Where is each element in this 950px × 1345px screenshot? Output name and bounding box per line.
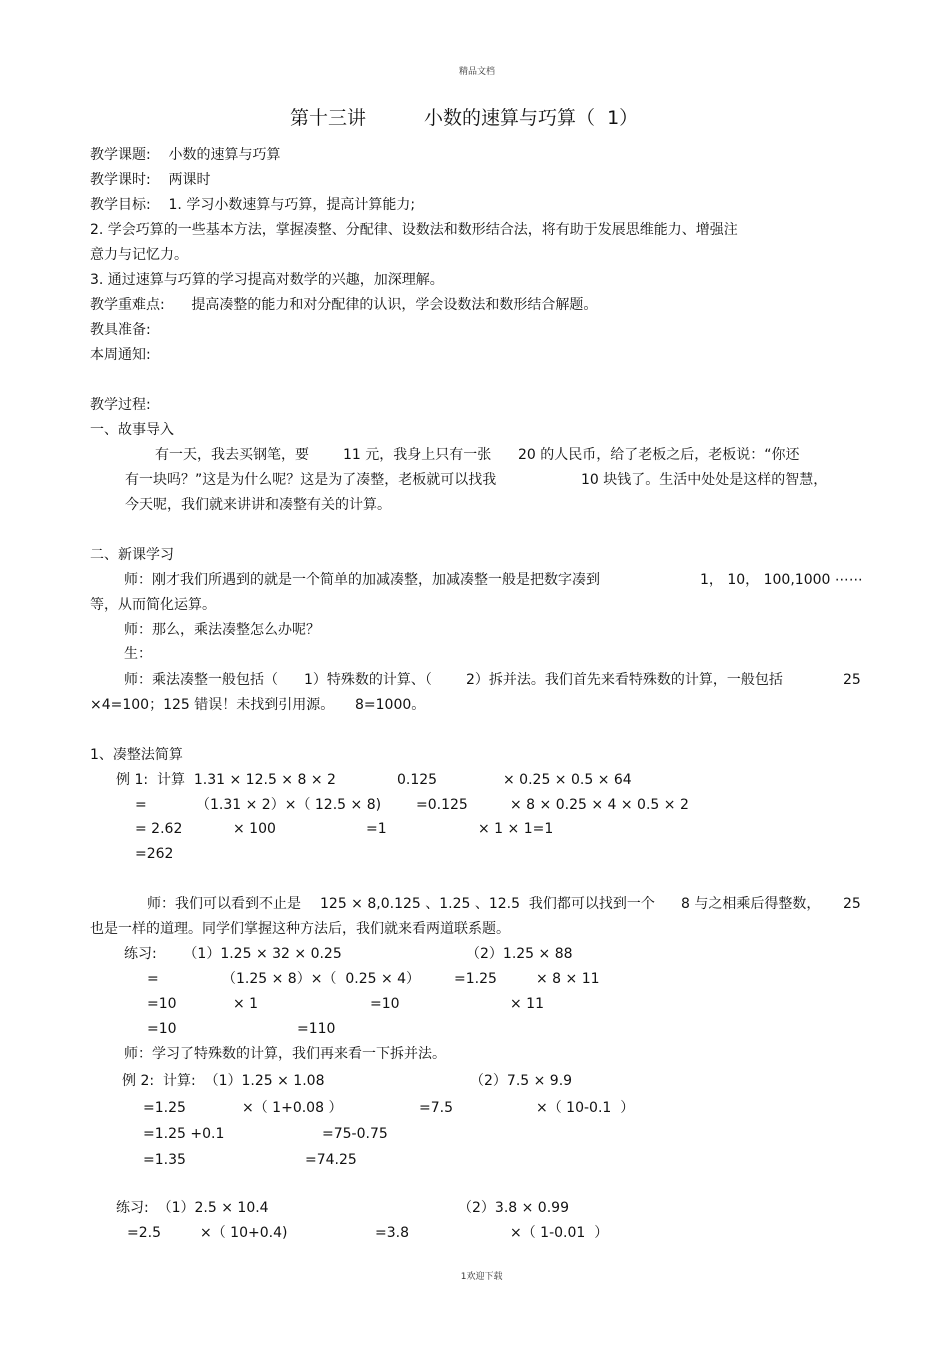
example-2-problem-b: （2）7.5 × 9.9 <box>470 1073 573 1089</box>
teacher-line-3c: 2）拆并法。我们首先来看特殊数的计算，一般包括 <box>466 672 783 688</box>
story-line-1b: 11 元，我身上只有一张 <box>343 447 492 463</box>
example-1-step1-a: = <box>135 797 147 813</box>
story-line-1a: 有一天，我去买钢笔，要 <box>155 447 309 463</box>
teacher-line-1a: 师：刚才我们所遇到的就是一个简单的加减凑整，加减凑整一般是把数字凑到 <box>124 572 600 588</box>
student-line: 生： <box>124 646 152 662</box>
example-2-step2-b: =75-0.75 <box>322 1126 388 1142</box>
example-1-step2-d: × 1 × 1=1 <box>478 821 554 837</box>
practice-1-step1-c: =1.25 <box>454 971 497 987</box>
teacher-line-3-cont-b: 8=1000。 <box>355 697 426 713</box>
example-1-step1-c: =0.125 <box>416 797 468 813</box>
course-hours: 教学课时: 两课时 <box>90 172 211 188</box>
example-2-result-a: =1.35 <box>143 1152 186 1168</box>
practice-1-problem-a: 练习: （1）1.25 × 32 × 0.25 <box>124 946 342 962</box>
practice-1-step2-b: × 1 <box>233 996 259 1012</box>
example-2-step1-d: ×（ 10-0.1 ） <box>536 1100 635 1116</box>
course-topic: 教学课题: 小数的速算与巧算 <box>90 147 281 163</box>
example-1-problem-c: × 0.25 × 0.5 × 64 <box>503 772 632 788</box>
practice-2-step1-a: =2.5 <box>127 1225 161 1241</box>
teacher-line-4d: 25 <box>843 896 861 912</box>
practice-1-result-b: =110 <box>297 1021 336 1037</box>
teacher-line-3b: 1）特殊数的计算、（ <box>304 672 432 688</box>
teacher-line-3a: 师：乘法凑整一般包括（ <box>124 672 278 688</box>
lesson-title: 小数的速算与巧算（ 1） <box>424 107 639 129</box>
teacher-line-5: 师：学习了特殊数的计算，我们再来看一下拆并法。 <box>124 1046 446 1062</box>
example-2-problem-a: 例 2: 计算: （1）1.25 × 1.08 <box>122 1073 325 1089</box>
footer <box>455 1261 502 1283</box>
example-1-problem-a: 例 1: 计算 1.31 × 12.5 × 8 × 2 <box>116 772 336 788</box>
objective-3: 3. 通过速算与巧算的学习提高对数学的兴趣，加深理解。 <box>90 272 444 288</box>
example-2-step2-a: =1.25 +0.1 <box>143 1126 225 1142</box>
objective-1: 教学目标: 1. 学习小数速算与巧算，提高计算能力; <box>90 197 416 213</box>
page-number: 1 <box>460 1272 467 1282</box>
teacher-line-4b: 125 × 8,0.125 、1.25 、12.5 我们都可以找到一个 <box>320 896 655 912</box>
subsection-heading: 1、凑整法简算 <box>90 747 183 763</box>
example-1-step1-d: × 8 × 0.25 × 4 × 0.5 × 2 <box>510 797 689 813</box>
story-line-1c: 20 的人民币，给了老板之后，老板说：“你还 <box>518 447 800 463</box>
lesson-number: 第十三讲 <box>290 107 367 129</box>
teacher-line-3-cont-a: ×4=100；125 错误！未找到引用源。 <box>90 697 335 713</box>
practice-1-step1-b: （1.25 × 8）×（ 0.25 × 4） <box>222 971 421 987</box>
example-2-step1-b: ×（ 1+0.08 ） <box>242 1100 343 1116</box>
practice-1-step2-c: =10 <box>370 996 400 1012</box>
practice-1-step1-a: = <box>147 971 159 987</box>
teacher-line-4a: 师：我们可以看到不止是 <box>147 896 301 912</box>
practice-1-step2-d: × 11 <box>510 996 544 1012</box>
process-heading: 教学过程: <box>90 397 151 413</box>
practice-1-result-a: =10 <box>147 1021 177 1037</box>
example-1-step1-b: （1.31 × 2）×（ 12.5 × 8) <box>196 797 382 813</box>
page-header: 精品文档 <box>459 67 496 77</box>
example-1-step2-a: = 2.62 <box>135 821 183 837</box>
example-2-result-b: =74.25 <box>305 1152 357 1168</box>
practice-1-step1-d: × 8 × 11 <box>536 971 600 987</box>
objective-2: 2. 学会巧算的一些基本方法，掌握凑整、分配律、设数法和数形结合法，将有助于发展思维能力、增强注 <box>90 222 738 238</box>
teacher-line-2: 师：那么，乘法凑整怎么办呢？ <box>124 622 320 638</box>
story-line-2b: 10 块钱了。生活中处处是这样的智慧， <box>581 472 828 488</box>
story-line-2a: 有一块吗？”这是为什么呢？这是为了凑整，老板就可以找我 <box>125 472 497 488</box>
footer-text: 欢迎下载 <box>466 1272 503 1282</box>
section-1-heading: 一、故事导入 <box>90 422 174 438</box>
weekly-notice: 本周通知: <box>90 347 151 363</box>
key-points: 教学重难点: 提高凑整的能力和对分配律的认识，学会设数法和数形结合解题。 <box>90 297 598 313</box>
practice-2-problem-a: 练习: （1）2.5 × 10.4 <box>116 1200 269 1216</box>
example-1-step2-b: × 100 <box>233 821 276 837</box>
story-line-3: 今天呢，我们就来讲讲和凑整有关的计算。 <box>125 497 391 513</box>
example-1-result: =262 <box>135 846 174 862</box>
section-2-heading: 二、新课学习 <box>90 547 174 563</box>
example-2-step1-a: =1.25 <box>143 1100 186 1116</box>
teaching-aids: 教具准备: <box>90 322 151 338</box>
teacher-line-1-cont: 等，从而简化运算。 <box>90 597 216 613</box>
teacher-line-4c: 8 与之相乘后得整数， <box>681 896 821 912</box>
example-2-step1-c: =7.5 <box>419 1100 453 1116</box>
objective-2-cont: 意力与记忆力。 <box>90 247 188 263</box>
example-1-step2-c: =1 <box>366 821 387 837</box>
practice-2-problem-b: （2）3.8 × 0.99 <box>458 1200 569 1216</box>
teacher-line-4-cont: 也是一样的道理。同学们掌握这种方法后，我们就来看两道联系题。 <box>90 921 510 937</box>
practice-2-step1-b: ×（ 10+0.4) <box>200 1225 288 1241</box>
teacher-line-3d: 25 <box>843 672 861 688</box>
example-1-problem-b: 0.125 <box>397 772 438 788</box>
practice-1-problem-b: （2）1.25 × 88 <box>466 946 573 962</box>
practice-1-step2-a: =10 <box>147 996 177 1012</box>
practice-2-step1-d: ×（ 1-0.01 ） <box>510 1225 609 1241</box>
teacher-line-1b: 1， 10， 100,1000 ⋯⋯ <box>700 572 863 588</box>
practice-2-step1-c: =3.8 <box>375 1225 409 1241</box>
